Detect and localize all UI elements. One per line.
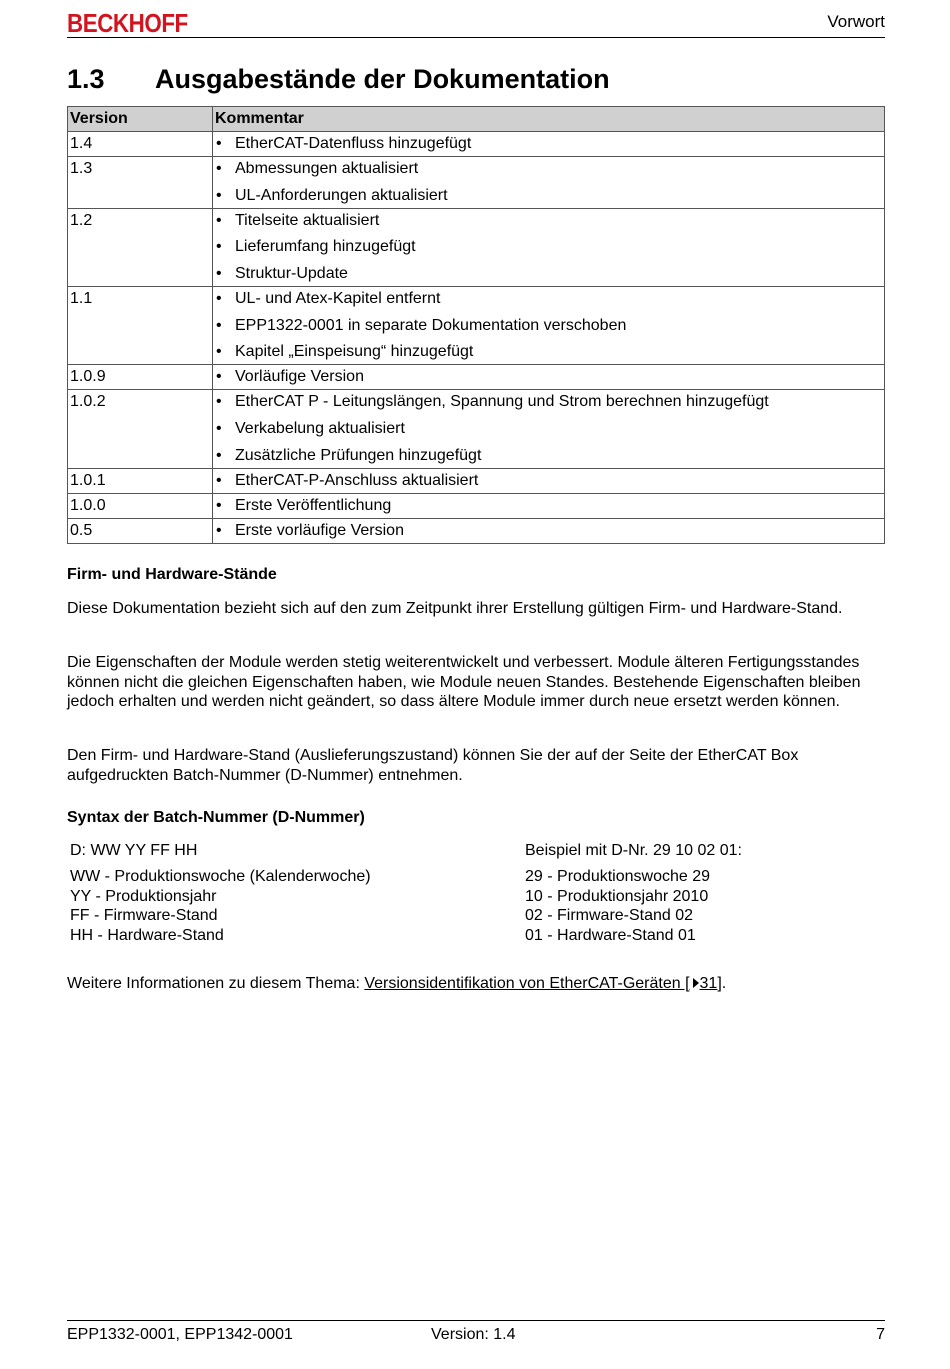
comment-item — [216, 235, 884, 262]
syntax-field: FF - Firmware-Stand — [70, 907, 218, 925]
syntax-example-title: Beispiel mit D-Nr. 29 10 02 01: — [525, 842, 742, 859]
comment-text: Verkabelung aktualisiert — [235, 420, 405, 438]
comment-item — [216, 494, 884, 518]
bullet-icon: • — [216, 393, 222, 411]
version-cell: 1.0.1 — [68, 468, 213, 493]
comment-text: Zusätzliche Prüfungen hinzugefügt — [235, 446, 482, 464]
more-info-line — [67, 974, 885, 994]
table-row — [68, 468, 885, 493]
firmware-heading: Firm- und Hardware-Stände — [67, 566, 277, 583]
comment-text: EPP1322-0001 in separate Dokumentation verschoben — [235, 316, 627, 334]
bullet-icon: • — [216, 521, 222, 539]
syntax-example: 10 - Produktionsjahr 2010 — [525, 887, 709, 905]
comment-cell — [213, 390, 885, 468]
section-title: Ausgabestände der Dokumentation — [155, 64, 610, 94]
comment-item — [216, 444, 884, 468]
syntax-heading: Syntax der Batch-Nummer (D-Nummer) — [67, 809, 365, 826]
syntax-example: 02 - Firmware-Stand 02 — [525, 907, 694, 925]
column-header-comment: Kommentar — [213, 107, 885, 132]
comment-text: Erste Veröffentlichung — [235, 496, 392, 514]
version-cell: 1.0.0 — [68, 493, 213, 518]
firmware-paragraph-2: Die Eigenschaften der Module werden stetig weiterentwickelt und verbessert. Module älteren Fertigungsstandes können nicht die gleichen Eigenschaften haben, wie Module neuen Standes. Bestehende Eigenschaften bleiben jedoch erhalten und werden nicht geändert, so dass ältere Module immer durch neue ersetzt werden können. — [67, 654, 861, 711]
comment-text: Vorläufige Version — [235, 368, 364, 386]
bullet-icon: • — [216, 290, 222, 308]
comment-text: EtherCAT-P-Anschluss aktualisiert — [235, 471, 479, 489]
comment-item — [216, 519, 884, 543]
comment-item — [216, 365, 884, 389]
version-cell: 1.2 — [68, 208, 213, 286]
syntax-example: 01 - Hardware-Stand 01 — [525, 927, 696, 945]
bullet-icon: • — [216, 186, 222, 204]
link-page-number: 31 — [699, 975, 718, 992]
table-body — [68, 132, 885, 544]
comment-item — [216, 132, 884, 156]
syntax-example: 29 - Produktionswoche 29 — [525, 868, 710, 885]
more-info-prefix: Weitere Informationen zu diesem Thema: — [67, 975, 365, 992]
comment-text: EtherCAT P - Leitungslängen, Spannung und Strom berechnen hinzugefügt — [235, 393, 769, 411]
comment-text: Titelseite aktualisiert — [235, 211, 380, 229]
link-text: Versionsidentifikation von EtherCAT-Geräten [ — [364, 975, 690, 992]
section-number: 1.3 — [67, 64, 105, 94]
comment-text: Erste vorläufige Version — [235, 521, 404, 539]
syntax-format: D: WW YY FF HH — [70, 842, 198, 859]
column-header-version: Version — [68, 107, 213, 132]
comment-cell — [213, 287, 885, 365]
firmware-paragraph-1: Diese Dokumentation bezieht sich auf den zum Zeitpunkt ihrer Erstellung gültigen Firm- und Hardware-Stand. — [67, 600, 843, 617]
version-history-table — [67, 106, 885, 544]
comment-cell — [213, 157, 885, 209]
comment-item — [216, 262, 884, 286]
table-row — [68, 157, 885, 209]
comment-text: Lieferumfang hinzugefügt — [235, 238, 416, 256]
syntax-field: YY - Produktionsjahr — [70, 887, 217, 905]
comment-text: Struktur-Update — [235, 265, 348, 283]
bullet-icon: • — [216, 316, 222, 334]
section-heading — [67, 64, 610, 95]
version-identification-link[interactable] — [364, 975, 721, 992]
header-divider — [67, 37, 885, 38]
footer-divider — [67, 1320, 885, 1321]
comment-text: UL-Anforderungen aktualisiert — [235, 186, 448, 204]
footer-page-number: 7 — [876, 1326, 885, 1343]
comment-item — [216, 287, 884, 314]
bullet-icon: • — [216, 238, 222, 256]
version-cell: 1.1 — [68, 287, 213, 365]
comment-cell — [213, 208, 885, 286]
version-cell: 1.4 — [68, 132, 213, 157]
version-cell: 1.0.9 — [68, 365, 213, 390]
comment-text: Abmessungen aktualisiert — [235, 160, 419, 177]
table-row — [68, 518, 885, 543]
bullet-icon: • — [216, 265, 222, 283]
comment-cell — [213, 365, 885, 390]
comment-item — [216, 340, 884, 364]
bullet-icon: • — [216, 446, 222, 464]
bullet-icon: • — [216, 135, 222, 152]
comment-item — [216, 417, 884, 444]
version-cell: 0.5 — [68, 518, 213, 543]
table-row — [68, 365, 885, 390]
more-info-suffix: . — [721, 975, 727, 992]
bullet-icon: • — [216, 471, 222, 489]
bullet-icon: • — [216, 160, 222, 177]
comment-text: UL- und Atex-Kapitel entfernt — [235, 290, 441, 308]
comment-text: Kapitel „Einspeisung“ hinzugefügt — [235, 343, 474, 361]
table-header-row — [68, 107, 885, 132]
bullet-icon: • — [216, 420, 222, 438]
version-cell: 1.3 — [68, 157, 213, 209]
bullet-icon: • — [216, 496, 222, 514]
comment-cell — [213, 468, 885, 493]
syntax-field: HH - Hardware-Stand — [70, 927, 224, 945]
syntax-field: WW - Produktionswoche (Kalenderwoche) — [70, 868, 371, 885]
footer-version: Version: 1.4 — [431, 1326, 516, 1343]
comment-item — [216, 157, 884, 184]
table-row — [68, 287, 885, 365]
comment-item — [216, 314, 884, 341]
beckhoff-logo: BECKHOFF — [67, 8, 188, 38]
syntax-field-list — [70, 867, 371, 946]
comment-item — [216, 184, 884, 208]
bullet-icon: • — [216, 211, 222, 229]
table-row — [68, 493, 885, 518]
header-section-label: Vorwort — [827, 12, 885, 31]
page-arrow-icon — [693, 978, 699, 988]
version-cell: 1.0.2 — [68, 390, 213, 468]
table-row — [68, 208, 885, 286]
comment-cell — [213, 132, 885, 157]
link-close-bracket: ] — [717, 975, 722, 992]
firmware-paragraph-3: Den Firm- und Hardware-Stand (Auslieferungszustand) können Sie der auf der Seite der EtherCAT Box aufgedruckten Batch-Nummer (D-Nummer) entnehmen. — [67, 747, 799, 784]
syntax-example-list — [525, 867, 710, 946]
bullet-icon: • — [216, 368, 222, 386]
comment-item — [216, 469, 884, 493]
comment-item — [216, 209, 884, 236]
footer-products: EPP1332-0001, EPP1342-0001 — [67, 1326, 293, 1343]
comment-cell — [213, 493, 885, 518]
comment-cell — [213, 518, 885, 543]
comment-item — [216, 390, 884, 417]
table-row — [68, 132, 885, 157]
comment-text: EtherCAT-Datenfluss hinzugefügt — [235, 135, 472, 152]
table-row — [68, 390, 885, 468]
bullet-icon: • — [216, 343, 222, 361]
